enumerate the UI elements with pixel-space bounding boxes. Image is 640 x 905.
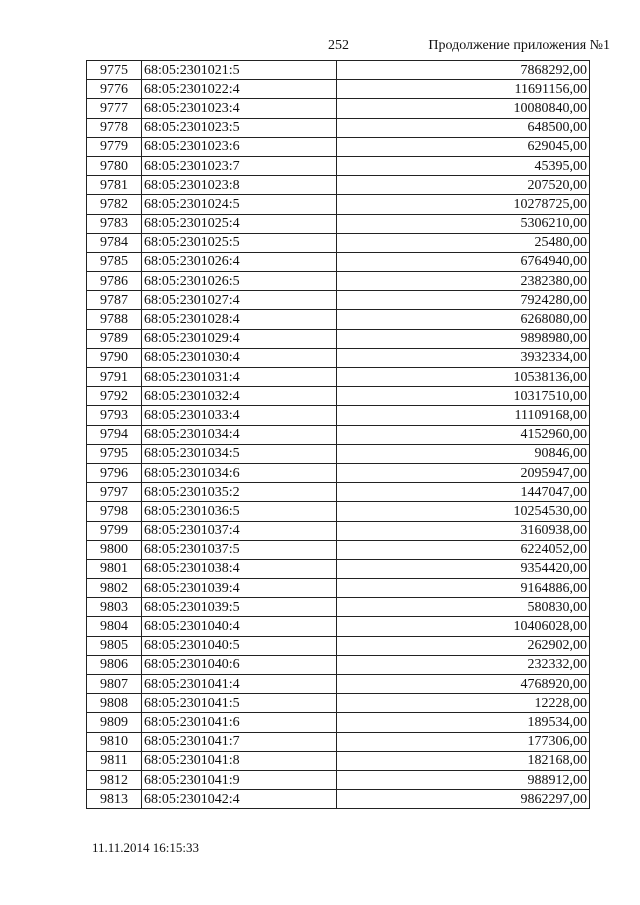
cadastral-number-cell: 68:05:2301029:4 bbox=[142, 329, 337, 348]
table-row bbox=[87, 598, 590, 617]
table-row bbox=[87, 348, 590, 367]
cadastral-number-cell: 68:05:2301023:5 bbox=[142, 118, 337, 137]
table-row bbox=[87, 61, 590, 80]
cadastral-number-cell: 68:05:2301025:5 bbox=[142, 233, 337, 252]
cadastral-value-cell: 2095947,00 bbox=[337, 463, 590, 482]
row-number-cell: 9791 bbox=[87, 368, 142, 387]
cadastral-value-cell: 988912,00 bbox=[337, 770, 590, 789]
row-number-cell: 9789 bbox=[87, 329, 142, 348]
cadastral-value-cell: 3160938,00 bbox=[337, 521, 590, 540]
table-row bbox=[87, 291, 590, 310]
cadastral-number-cell: 68:05:2301038:4 bbox=[142, 559, 337, 578]
row-number-cell: 9798 bbox=[87, 502, 142, 521]
cadastral-number-cell: 68:05:2301041:5 bbox=[142, 694, 337, 713]
row-number-cell: 9802 bbox=[87, 579, 142, 598]
row-number-cell: 9780 bbox=[87, 156, 142, 175]
row-number-cell: 9795 bbox=[87, 444, 142, 463]
cadastral-number-cell: 68:05:2301021:5 bbox=[142, 61, 337, 80]
cadastral-value-cell: 629045,00 bbox=[337, 137, 590, 156]
cadastral-value-cell: 6268080,00 bbox=[337, 310, 590, 329]
table-row bbox=[87, 463, 590, 482]
row-number-cell: 9808 bbox=[87, 694, 142, 713]
table-row bbox=[87, 540, 590, 559]
cadastral-number-cell: 68:05:2301030:4 bbox=[142, 348, 337, 367]
cadastral-number-cell: 68:05:2301023:7 bbox=[142, 156, 337, 175]
table-row bbox=[87, 790, 590, 809]
row-number-cell: 9786 bbox=[87, 272, 142, 291]
cadastral-number-cell: 68:05:2301034:4 bbox=[142, 425, 337, 444]
cadastral-number-cell: 68:05:2301031:4 bbox=[142, 368, 337, 387]
cadastral-number-cell: 68:05:2301041:4 bbox=[142, 675, 337, 694]
table-row bbox=[87, 176, 590, 195]
cadastral-value-cell: 9164886,00 bbox=[337, 579, 590, 598]
cadastral-number-cell: 68:05:2301040:6 bbox=[142, 655, 337, 674]
table-row bbox=[87, 770, 590, 789]
table-row bbox=[87, 713, 590, 732]
row-number-cell: 9779 bbox=[87, 137, 142, 156]
row-number-cell: 9801 bbox=[87, 559, 142, 578]
table-row bbox=[87, 636, 590, 655]
cadastral-value-cell: 10538136,00 bbox=[337, 368, 590, 387]
cadastral-value-cell: 6224052,00 bbox=[337, 540, 590, 559]
cadastral-number-cell: 68:05:2301026:4 bbox=[142, 252, 337, 271]
cadastral-number-cell: 68:05:2301025:4 bbox=[142, 214, 337, 233]
cadastral-value-cell: 25480,00 bbox=[337, 233, 590, 252]
cadastral-number-cell: 68:05:2301027:4 bbox=[142, 291, 337, 310]
row-number-cell: 9785 bbox=[87, 252, 142, 271]
print-timestamp: 11.11.2014 16:15:33 bbox=[92, 840, 200, 855]
cadastral-value-cell: 45395,00 bbox=[337, 156, 590, 175]
cadastral-value-cell: 1447047,00 bbox=[337, 483, 590, 502]
table-row bbox=[87, 425, 590, 444]
cadastral-value-cell: 207520,00 bbox=[337, 176, 590, 195]
row-number-cell: 9781 bbox=[87, 176, 142, 195]
table-body bbox=[87, 61, 590, 809]
cadastral-number-cell: 68:05:2301023:4 bbox=[142, 99, 337, 118]
table-row bbox=[87, 502, 590, 521]
cadastral-number-cell: 68:05:2301039:4 bbox=[142, 579, 337, 598]
cadastral-value-cell: 648500,00 bbox=[337, 118, 590, 137]
table-row bbox=[87, 137, 590, 156]
cadastral-value-cell: 182168,00 bbox=[337, 751, 590, 770]
cadastral-value-cell: 262902,00 bbox=[337, 636, 590, 655]
cadastral-value-cell: 10406028,00 bbox=[337, 617, 590, 636]
cadastral-value-cell: 7868292,00 bbox=[337, 61, 590, 80]
cadastral-number-cell: 68:05:2301040:4 bbox=[142, 617, 337, 636]
cadastral-value-cell: 12228,00 bbox=[337, 694, 590, 713]
cadastral-number-cell: 68:05:2301041:9 bbox=[142, 770, 337, 789]
table-row bbox=[87, 214, 590, 233]
cadastral-number-cell: 68:05:2301032:4 bbox=[142, 387, 337, 406]
table-row bbox=[87, 559, 590, 578]
row-number-cell: 9790 bbox=[87, 348, 142, 367]
table-row bbox=[87, 118, 590, 137]
row-number-cell: 9776 bbox=[87, 80, 142, 99]
table-row bbox=[87, 310, 590, 329]
table-row bbox=[87, 483, 590, 502]
cadastral-number-cell: 68:05:2301033:4 bbox=[142, 406, 337, 425]
cadastral-number-cell: 68:05:2301034:5 bbox=[142, 444, 337, 463]
cadastral-value-cell: 9354420,00 bbox=[337, 559, 590, 578]
row-number-cell: 9777 bbox=[87, 99, 142, 118]
table-row bbox=[87, 233, 590, 252]
table-row bbox=[87, 252, 590, 271]
table-row bbox=[87, 156, 590, 175]
cadastral-value-cell: 10080840,00 bbox=[337, 99, 590, 118]
cadastral-value-cell: 7924280,00 bbox=[337, 291, 590, 310]
row-number-cell: 9793 bbox=[87, 406, 142, 425]
row-number-cell: 9811 bbox=[87, 751, 142, 770]
cadastral-number-cell: 68:05:2301039:5 bbox=[142, 598, 337, 617]
cadastral-value-cell: 10278725,00 bbox=[337, 195, 590, 214]
row-number-cell: 9784 bbox=[87, 233, 142, 252]
row-number-cell: 9807 bbox=[87, 675, 142, 694]
row-number-cell: 9783 bbox=[87, 214, 142, 233]
cadastral-value-cell: 9862297,00 bbox=[337, 790, 590, 809]
table-row bbox=[87, 579, 590, 598]
cadastral-number-cell: 68:05:2301041:7 bbox=[142, 732, 337, 751]
table-row bbox=[87, 80, 590, 99]
table-row bbox=[87, 694, 590, 713]
cadastral-number-cell: 68:05:2301036:5 bbox=[142, 502, 337, 521]
row-number-cell: 9797 bbox=[87, 483, 142, 502]
cadastral-value-cell: 5306210,00 bbox=[337, 214, 590, 233]
row-number-cell: 9796 bbox=[87, 463, 142, 482]
row-number-cell: 9812 bbox=[87, 770, 142, 789]
table-row bbox=[87, 675, 590, 694]
table-row bbox=[87, 329, 590, 348]
cadastral-number-cell: 68:05:2301037:5 bbox=[142, 540, 337, 559]
row-number-cell: 9805 bbox=[87, 636, 142, 655]
cadastral-number-cell: 68:05:2301024:5 bbox=[142, 195, 337, 214]
cadastral-number-cell: 68:05:2301041:8 bbox=[142, 751, 337, 770]
row-number-cell: 9803 bbox=[87, 598, 142, 617]
table-row bbox=[87, 732, 590, 751]
row-number-cell: 9788 bbox=[87, 310, 142, 329]
cadastral-value-cell: 4768920,00 bbox=[337, 675, 590, 694]
cadastral-value-cell: 11109168,00 bbox=[337, 406, 590, 425]
row-number-cell: 9794 bbox=[87, 425, 142, 444]
appendix-note: Продолжение приложения №1 bbox=[428, 38, 610, 53]
cadastral-number-cell: 68:05:2301035:2 bbox=[142, 483, 337, 502]
cadastral-value-cell: 232332,00 bbox=[337, 655, 590, 674]
table-row bbox=[87, 368, 590, 387]
cadastral-value-cell: 177306,00 bbox=[337, 732, 590, 751]
cadastral-number-cell: 68:05:2301022:4 bbox=[142, 80, 337, 99]
cadastral-value-cell: 6764940,00 bbox=[337, 252, 590, 271]
table-row bbox=[87, 521, 590, 540]
row-number-cell: 9778 bbox=[87, 118, 142, 137]
cadastral-number-cell: 68:05:2301042:4 bbox=[142, 790, 337, 809]
cadastral-value-cell: 11691156,00 bbox=[337, 80, 590, 99]
row-number-cell: 9804 bbox=[87, 617, 142, 636]
row-number-cell: 9813 bbox=[87, 790, 142, 809]
row-number-cell: 9810 bbox=[87, 732, 142, 751]
row-number-cell: 9782 bbox=[87, 195, 142, 214]
cadastral-value-cell: 4152960,00 bbox=[337, 425, 590, 444]
cadastral-value-cell: 90846,00 bbox=[337, 444, 590, 463]
cadastral-number-cell: 68:05:2301026:5 bbox=[142, 272, 337, 291]
cadastral-number-cell: 68:05:2301023:6 bbox=[142, 137, 337, 156]
cadastral-value-cell: 10254530,00 bbox=[337, 502, 590, 521]
table-row bbox=[87, 99, 590, 118]
row-number-cell: 9787 bbox=[87, 291, 142, 310]
table-row bbox=[87, 444, 590, 463]
table-row bbox=[87, 272, 590, 291]
table-row bbox=[87, 195, 590, 214]
cadastral-value-cell: 3932334,00 bbox=[337, 348, 590, 367]
table-row bbox=[87, 655, 590, 674]
page-number: 252 bbox=[328, 38, 349, 53]
cadastral-value-cell: 580830,00 bbox=[337, 598, 590, 617]
cadastral-number-cell: 68:05:2301037:4 bbox=[142, 521, 337, 540]
cadastral-number-cell: 68:05:2301023:8 bbox=[142, 176, 337, 195]
row-number-cell: 9775 bbox=[87, 61, 142, 80]
cadastral-number-cell: 68:05:2301040:5 bbox=[142, 636, 337, 655]
table-row bbox=[87, 387, 590, 406]
table-row bbox=[87, 751, 590, 770]
table-row bbox=[87, 617, 590, 636]
cadastral-value-cell: 2382380,00 bbox=[337, 272, 590, 291]
row-number-cell: 9809 bbox=[87, 713, 142, 732]
cadastral-number-cell: 68:05:2301034:6 bbox=[142, 463, 337, 482]
row-number-cell: 9799 bbox=[87, 521, 142, 540]
table-row bbox=[87, 406, 590, 425]
row-number-cell: 9806 bbox=[87, 655, 142, 674]
cadastral-value-cell: 189534,00 bbox=[337, 713, 590, 732]
cadastral-value-cell: 10317510,00 bbox=[337, 387, 590, 406]
cadastral-value-table bbox=[86, 60, 590, 809]
cadastral-number-cell: 68:05:2301028:4 bbox=[142, 310, 337, 329]
row-number-cell: 9792 bbox=[87, 387, 142, 406]
cadastral-value-cell: 9898980,00 bbox=[337, 329, 590, 348]
cadastral-number-cell: 68:05:2301041:6 bbox=[142, 713, 337, 732]
row-number-cell: 9800 bbox=[87, 540, 142, 559]
